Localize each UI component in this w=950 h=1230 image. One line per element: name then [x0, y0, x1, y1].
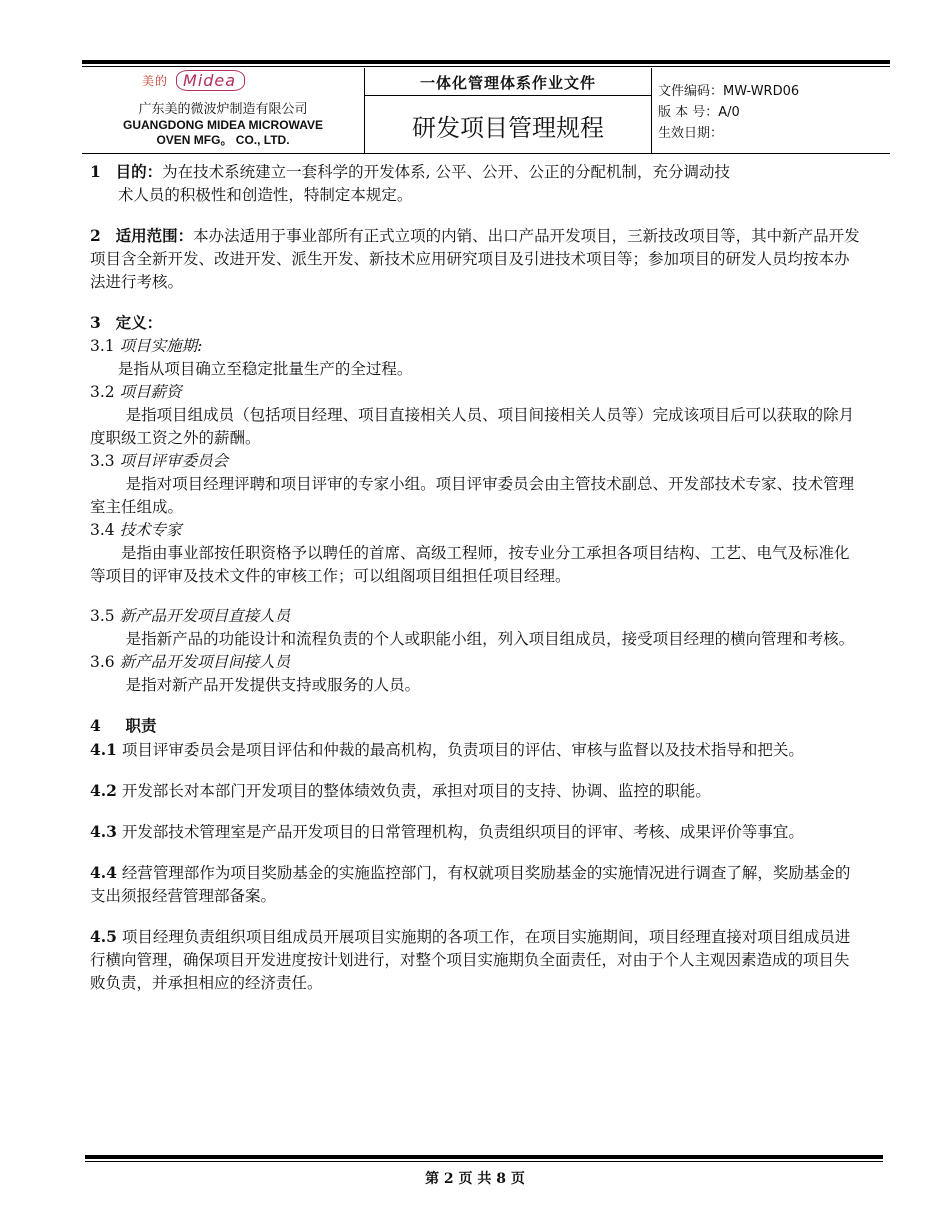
- header-rule-thin: [82, 66, 890, 67]
- definition-title: 项目评审委员会: [119, 452, 229, 470]
- duty-num: 4.3: [90, 822, 117, 841]
- header-rule-bottom: [82, 153, 890, 154]
- company-cell: [82, 68, 365, 153]
- definition-num: 3.5: [90, 607, 115, 625]
- duty-text: 经营管理部作为项目奖励基金的实施监控部门，有权就项目奖励基金的实施情况进行调查了解，奖励基金的支出须报经营管理部备案。: [90, 864, 851, 905]
- definition-title: 项目实施期:: [119, 337, 203, 355]
- duty-text: 开发部长对本部门开发项目的整体绩效负责，承担对项目的支持、协调、监控的职能。: [121, 782, 711, 800]
- section-4-heading: 职责: [125, 716, 157, 735]
- duty-4-2: [90, 779, 860, 803]
- definition-num: 3.3: [90, 452, 115, 470]
- section-4-num: 4: [90, 716, 101, 735]
- duty-num: 4.2: [90, 781, 117, 800]
- logo-cn-text: 美的: [142, 74, 169, 88]
- meta-cell: [652, 68, 890, 153]
- header-rule-thick: [82, 60, 890, 64]
- page-number: 第 2 页 共 8 页: [425, 1171, 525, 1187]
- section-1-num: 1: [90, 162, 101, 181]
- company-name-en-line2: OVEN MFG。 CO., LTD.: [156, 133, 290, 147]
- section-2-text: 本办法适用于事业部所有正式立项的内销、出口产品开发项目，三新技改项目等，其中新产品开发项目含全新开发、改进开发、派生开发、新技术应用研究项目及引进技术项目等；参加项目的研发人员均按本办法进行考核。: [90, 227, 860, 291]
- duty-text: 开发部技术管理室是产品开发项目的日常管理机构，负责组织项目的评审、考核、成果评价等事宜。: [121, 823, 804, 841]
- definition-3-4-text: 是指由事业部按任职资格予以聘任的首席、高级工程师，按专业分工承担各项目结构、工艺、电气及标准化等项目的评审及技术文件的审核工作；可以组阁项目组担任项目经理。: [90, 544, 850, 585]
- company-name-en-line1: GUANGDONG MIDEA MICROWAVE: [123, 118, 323, 132]
- duty-4-4: [90, 861, 860, 908]
- definition-3-4-title: [90, 519, 860, 542]
- company-name-cn: 广东美的微波炉制造有限公司: [138, 102, 308, 117]
- footer-rule-thick: [85, 1155, 883, 1159]
- definition-num: 3.6: [90, 653, 115, 671]
- definition-num: 3.2: [90, 383, 115, 401]
- duty-4-3: [90, 820, 860, 844]
- definition-3-1-text: 是指从项目确立至稳定批量生产的全过程。: [117, 360, 413, 378]
- section-3-num: 3: [90, 313, 101, 332]
- title-cell: [365, 68, 652, 153]
- duty-4-5: [90, 925, 860, 995]
- section-2-num: 2: [90, 226, 101, 245]
- definition-3-2-text: 是指项目组成员（包括项目经理、项目直接相关人员、项目间接相关人员等）完成该项目后可以获取的除月度职级工资之外的薪酬。: [90, 406, 855, 447]
- document-title: 研发项目管理规程: [412, 114, 604, 142]
- definition-num: 3.1: [90, 337, 115, 355]
- duty-text: 项目经理负责组织项目组成员开展项目实施期的各项工作，在项目实施期间，项目经理直接对项目组成员进行横向管理，确保项目开发进度按计划进行，对整个项目实施期负全面责任，对由于个人主观因素造成的项目失败负责，并承担相应的经济责任。: [90, 928, 851, 992]
- company-name-en: [82, 118, 364, 148]
- definition-num: 3.4: [90, 521, 115, 539]
- document-header: [82, 60, 890, 155]
- duty-text: 项目评审委员会是项目评估和仲裁的最高机构，负责项目的评估、审核与监督以及技术指导和把关。: [121, 741, 804, 759]
- doc-version: 版 本 号：A/0: [658, 105, 740, 120]
- doc-code: 文件编码：MW-WRD06: [658, 84, 800, 99]
- definition-title: 新产品开发项目间接人员: [119, 653, 291, 671]
- section-1-heading: 目的：: [115, 162, 163, 181]
- effective-date: 生效日期：: [658, 126, 724, 141]
- logo-mark: Midea: [176, 70, 245, 91]
- definition-3-5-title: [90, 605, 860, 628]
- system-title: 一体化管理体系作业文件: [419, 74, 596, 92]
- duty-4-1: [90, 738, 860, 762]
- document-body: [90, 160, 860, 995]
- definition-3-1-title: [90, 335, 860, 358]
- section-2-heading: 适用范围：: [115, 226, 194, 245]
- section-1-text-line2: 术人员的积极性和创造性，特制定本规定。: [117, 186, 413, 204]
- section-3-heading-line: [90, 311, 860, 335]
- duty-num: 4.4: [90, 863, 117, 882]
- definition-title: 新产品开发项目直接人员: [119, 607, 291, 625]
- definition-3-2-title: [90, 381, 860, 404]
- section-4-heading-line: [90, 714, 860, 738]
- title-divider: [365, 95, 651, 96]
- definition-3-6-text: 是指对新产品开发提供支持或服务的人员。: [125, 676, 421, 694]
- duty-num: 4.5: [90, 927, 117, 946]
- definition-3-3-title: [90, 450, 860, 473]
- footer-rule-thin: [85, 1161, 883, 1162]
- midea-logo: [142, 70, 245, 91]
- header-grid: [82, 68, 890, 153]
- definition-3-6-title: [90, 651, 860, 674]
- section-1-text-line1: 为在技术系统建立一套科学的开发体系, 公平、公开、公正的分配机制，充分调动技: [162, 163, 730, 181]
- definition-3-3-text: 是指对项目经理评聘和项目评审的专家小组。项目评审委员会由主管技术副总、开发部技术专家、技术管理室主任组成。: [90, 475, 855, 516]
- section-3-heading: 定义：: [115, 313, 163, 332]
- definition-title: 项目薪资: [119, 383, 182, 401]
- definition-3-5-text: 是指新产品的功能设计和流程负责的个人或职能小组，列入项目组成员，接受项目经理的横向管理和考核。: [125, 630, 855, 648]
- section-2-paragraph: [90, 224, 860, 294]
- definition-title: 技术专家: [119, 521, 182, 539]
- section-1-line1: [90, 160, 860, 184]
- duty-num: 4.1: [90, 740, 117, 759]
